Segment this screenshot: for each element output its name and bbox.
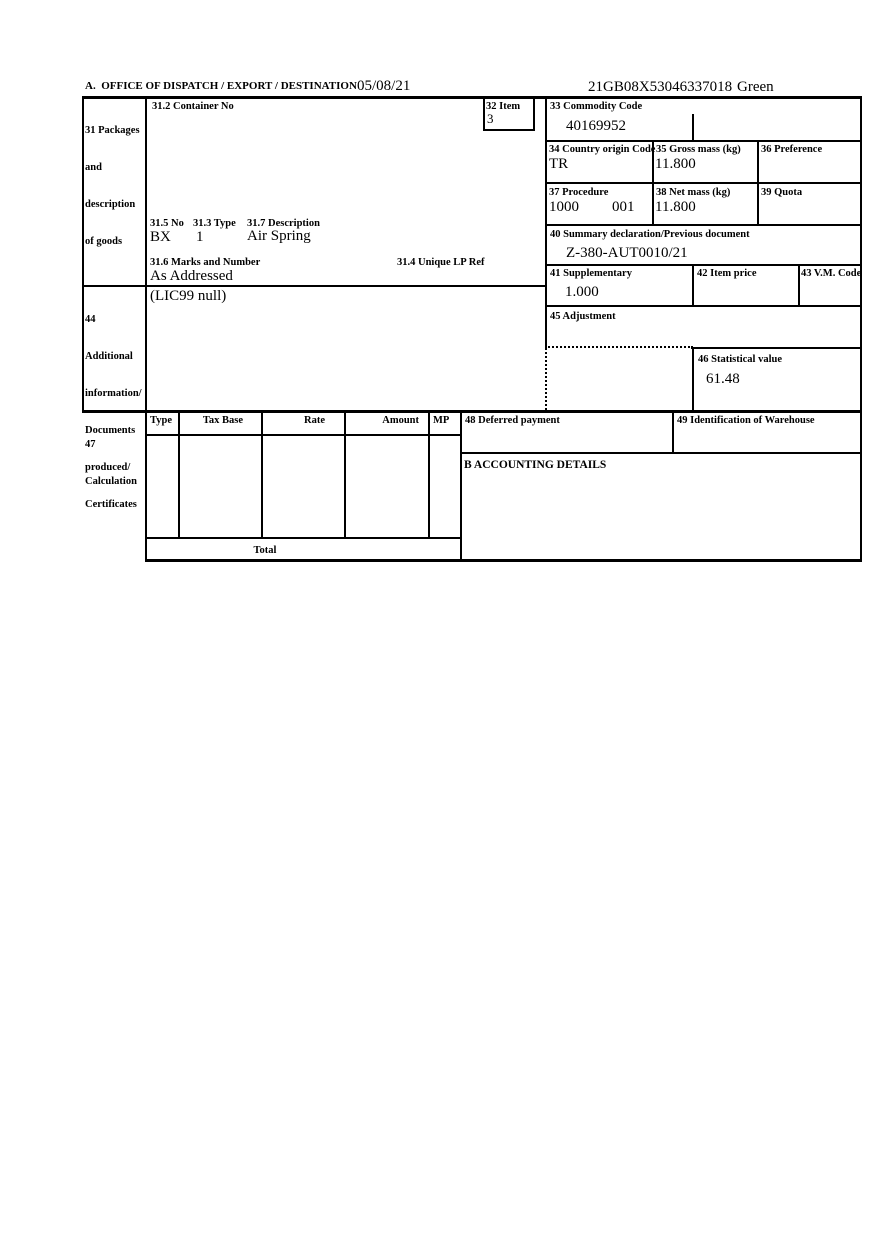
box40-bottom-border (545, 264, 862, 266)
table-body-bottom-border (145, 537, 462, 539)
dotted-column-divider (545, 348, 547, 410)
box43-label: 43 V.M. Code (801, 268, 862, 279)
table-header-amount: Amount (382, 415, 419, 426)
office-of-dispatch-title: A. OFFICE OF DISPATCH / EXPORT / DESTINATION (85, 80, 357, 92)
box38-net-mass: 11.800 (655, 199, 696, 215)
box37-procedure-code-2: 001 (612, 199, 635, 215)
box31-4-label: 31.4 Unique LP Ref (397, 257, 485, 268)
box35-box36-divider (757, 140, 759, 226)
box48-box49-divider (672, 410, 674, 454)
box42-box43-divider (798, 264, 800, 307)
box34-row-bottom-border (545, 182, 862, 184)
box36-label: 36 Preference (761, 144, 823, 155)
box33-label: 33 Commodity Code (550, 101, 643, 112)
calculation-section-top-border (82, 410, 862, 413)
box44-label: 44 Additional information/ Documents produced/ Certificates (85, 314, 142, 510)
table-col1-divider (178, 410, 180, 539)
box31-5-label: 31.5 No (150, 218, 184, 229)
box32-left-border (483, 96, 485, 131)
form-right-border (860, 96, 862, 562)
box46-left-border (692, 347, 694, 412)
box37-row-bottom-border (545, 224, 862, 226)
box41-row-bottom-border (545, 305, 862, 307)
box45-dotted-bottom-border (545, 346, 693, 348)
box34-label: 34 Country origin Code (549, 144, 656, 155)
form-left-border (82, 96, 84, 413)
movement-reference-number: 21GB08X53046337018 (588, 79, 733, 95)
box31-label: 31 Packages and description of goods (85, 125, 140, 247)
table-total-label: Total (253, 545, 277, 556)
marks-and-numbers: As Addressed (150, 268, 233, 284)
goods-description: Air Spring (247, 228, 311, 244)
package-count: 1 (196, 229, 204, 245)
box41-label: 41 Supplementary (550, 268, 632, 279)
box40-label: 40 Summary declaration/Previous document (550, 229, 750, 240)
box32-item-number: 3 (487, 111, 494, 126)
box48-label: 48 Deferred payment (465, 415, 560, 426)
box31-2-label: 31.2 Container No (152, 101, 234, 112)
box33-inner-divider (692, 114, 694, 142)
table-col3-divider (344, 410, 346, 539)
routing-status: Green (737, 79, 774, 95)
table-header-mp: MP (433, 415, 450, 426)
box31-6-label: 31.6 Marks and Number (150, 257, 261, 268)
box37-procedure-code: 1000 (549, 199, 579, 215)
box33-bottom-border (545, 140, 862, 142)
form-bottom-border (145, 559, 862, 562)
box33-commodity-code: 40169952 (566, 118, 626, 134)
center-column-divider (545, 96, 547, 348)
box48-row-bottom-border (460, 452, 862, 454)
box41-box42-divider (692, 264, 694, 307)
box31-3-label: 31.3 Type (193, 218, 236, 229)
box31-bottom-border (82, 285, 547, 287)
box45-label: 45 Adjustment (550, 311, 616, 322)
form-top-border (82, 96, 862, 99)
box34-country-origin: TR (549, 156, 569, 172)
additional-information: (LIC99 null) (150, 288, 227, 304)
box38-label: 38 Net mass (kg) (656, 187, 731, 198)
table-header-bottom-border (145, 434, 462, 436)
box35-gross-mass: 11.800 (655, 156, 696, 172)
label-column-divider (145, 96, 147, 562)
table-col4-divider (428, 410, 430, 539)
table-header-type: Type (150, 415, 172, 426)
box47-label: 47 Calculation (85, 439, 137, 487)
previous-document-ref: Z-380-AUT0010/21 (566, 245, 688, 261)
box32-label: 32 Item (486, 101, 521, 112)
box31-7-label: 31.7 Description (247, 218, 320, 229)
statistical-value: 61.48 (706, 371, 740, 387)
dispatch-date: 05/08/21 (357, 78, 411, 94)
table-header-rate: Rate (304, 415, 325, 426)
box46-label: 46 Statistical value (698, 354, 782, 365)
table-header-tax-base: Tax Base (202, 415, 243, 426)
accounting-details-label: B ACCOUNTING DETAILS (464, 459, 607, 471)
table-col2-divider (261, 410, 263, 539)
supplementary-units: 1.000 (565, 284, 599, 300)
table-right-border (460, 410, 462, 562)
box37-label: 37 Procedure (549, 187, 609, 198)
box42-label: 42 Item price (697, 268, 757, 279)
package-kind: BX (150, 229, 171, 245)
box49-label: 49 Identification of Warehouse (677, 415, 815, 426)
box32-bottom-border (483, 129, 535, 131)
box39-label: 39 Quota (761, 187, 803, 198)
box32-right-border (533, 96, 535, 131)
box35-label: 35 Gross mass (kg) (656, 144, 741, 155)
box46-top-border (691, 347, 862, 349)
